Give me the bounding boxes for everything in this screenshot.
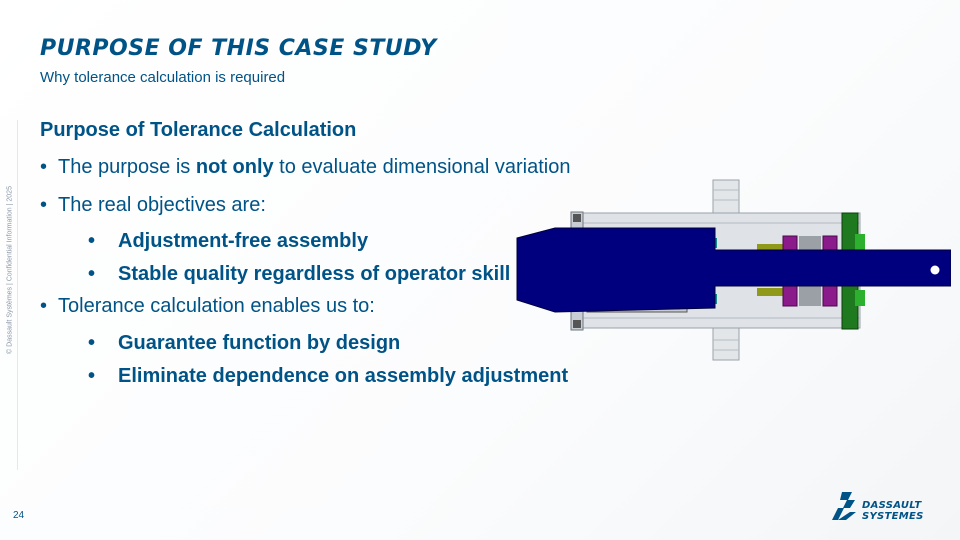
shaft-assembly-drawing [515, 178, 951, 363]
sub-bullet-dot: • [88, 365, 96, 387]
bullet-purpose [40, 156, 570, 179]
slide-title: PURPOSE OF THIS CASE STUDY [40, 36, 437, 61]
sub-bullet-text: Guarantee function by design [118, 332, 401, 354]
logo-text-line2: SYSTEMES [862, 511, 924, 522]
section-heading: Purpose of Tolerance Calculation [40, 119, 357, 141]
sub-bullet-eliminate-dependence [88, 365, 568, 388]
bullet-text-bold: not only [195, 156, 274, 178]
bullet-dot: • [40, 295, 48, 317]
bullet-enables [40, 295, 375, 318]
sub-bullet-adjustment-free [88, 230, 368, 253]
sub-bullet-dot: • [88, 332, 96, 354]
sub-bullet-dot: • [88, 230, 96, 252]
copyright-text: © Dassault Systèmes | Confidential Information | 2025 [6, 186, 14, 354]
logo-text-line1: DASSAULT [862, 500, 922, 511]
slide-subtitle: Why tolerance calculation is required [40, 69, 286, 86]
side-divider [17, 120, 18, 470]
sub-bullet-dot: • [88, 263, 96, 285]
bullet-text: The real objectives are: [58, 194, 266, 216]
page-number: 24 [13, 510, 25, 521]
bullet-text: Tolerance calculation enables us to: [58, 295, 375, 317]
sub-bullet-stable-quality [88, 263, 510, 286]
bullet-objectives [40, 194, 266, 217]
bullet-text-pre: The purpose is [58, 156, 196, 178]
sub-bullet-text: Adjustment-free assembly [118, 230, 369, 252]
sub-bullet-text: Eliminate dependence on assembly adjustment [118, 365, 569, 387]
bullet-dot: • [40, 156, 48, 178]
sub-bullet-guarantee-function [88, 332, 400, 355]
bullet-text-post: to evaluate dimensional variation [273, 156, 571, 178]
sub-bullet-text: Stable quality regardless of operator skill [118, 263, 511, 285]
bullet-dot: • [40, 194, 48, 216]
